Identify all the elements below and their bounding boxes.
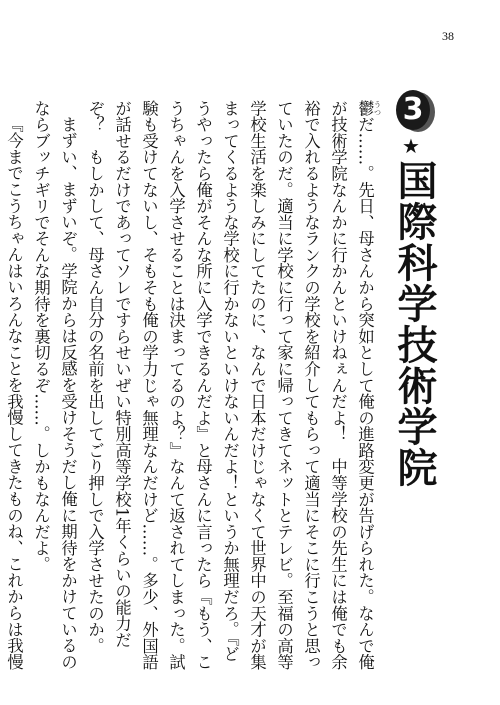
chapter-number-badge: 3 bbox=[396, 90, 430, 130]
body-text bbox=[4, 100, 383, 675]
paragraph-1: 鬱 うつだ……。先日、母さんから突如として俺の進路変更が告げられた。なんで俺が技術学院なんかに行かんといけねぇんだよ！ 中等学校の先生には俺でも余裕で入れるようなランクの学校を紹介してもらって適当にそこに行こうと思っていたのだ。適当に学校に行って家に帰ってきてネットとテレビ。至福の高等学校生活を楽しみにしてたのに、なんで日本だけじゃなくて世界中の天才が集まってくるような学校に行かないといけないんだよ！というか無理だろ。『どうやったら俺がそんな所に入学できるんだよ』と母さんに言ったら『もう、こうちゃんを入学させることは決まってるのよ？』なんて返されてしまった。試験も受けてないし、そもそも俺の学力じゃ無理なんだけど……。多少、外国語が話せるだけであってソレですらせいぜい特別高等学校1年くらいの能力だぞ？ もしかして、母さん自分の名前を出してごり押しで入学させたのか。 bbox=[85, 100, 383, 671]
paragraph-2: まずい、まずいぞ。学院からは反感を受けそうだし俺に期待をかけているのならブッチギリでそんな期待を裏切るぞ……。しかもなんだよ。 bbox=[31, 100, 78, 671]
paragraph-3: 『今までこうちゃんはいろんなことを我慢してきたものね、これからは我慢 bbox=[4, 116, 24, 671]
page-number: 38 bbox=[442, 29, 454, 43]
ruby-word: 鬱 うつ bbox=[355, 100, 383, 117]
star-icon: ★ bbox=[402, 134, 420, 158]
chapter-title: 国際科学技術学院 bbox=[391, 160, 437, 488]
chapter-heading bbox=[386, 50, 442, 630]
